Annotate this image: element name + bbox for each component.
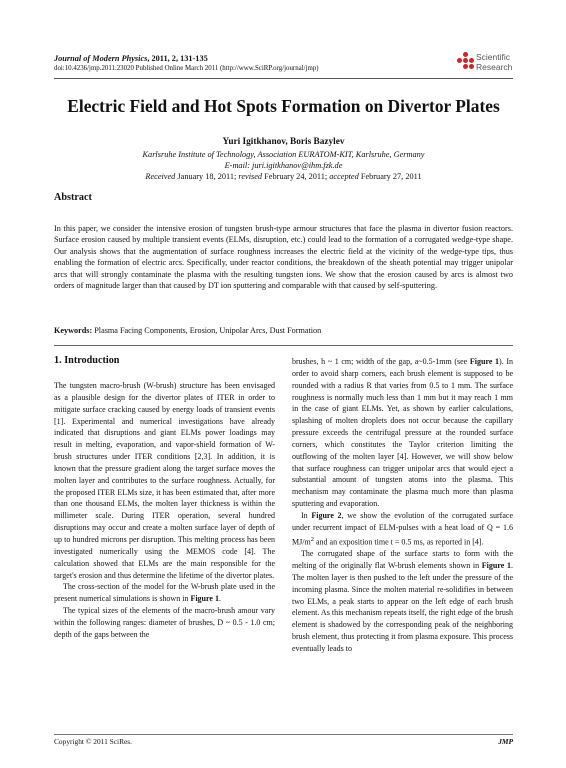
journal-header: [54, 54, 514, 73]
column-left: [54, 380, 275, 641]
logo-dots-icon: [457, 52, 475, 74]
abstract-heading: Abstract: [54, 192, 92, 203]
paper-title: Electric Field and Hot Spots Formation on Divertor Plates: [67, 96, 500, 116]
intro-heading: 1. Introduction: [54, 355, 120, 366]
figure-ref: Figure 1: [481, 561, 511, 570]
section-rule: [54, 345, 513, 346]
right-paragraph-3: The corrugated shape of the surface starts to form with the melting of the originally flat W-brush elements shown in Figure 1. The molten layer is then pushed to the left under the pressure of the incoming plasma. Since the molten material re-solidifies in between two ELMs, a peak starts to appear on the left edge of each brush element. As this mechanism repeats itself, the right edge of the brush element is shadowed by the corresponding peak of the neighboring brush element, thus protecting it from plasma exposure. This process eventually leads to: [292, 549, 513, 653]
copyright: Copyright © 2011 SciRes.: [54, 737, 133, 746]
affiliation: Karlsruhe Institute of Technology, Association EURATOM-KIT, Karlsruhe, Germany: [142, 150, 425, 159]
journal-citation: [54, 54, 514, 64]
right-paragraph-1: brushes, h ~ 1 cm; width of the gap, a~0.5-1mm (see Figure 1). In order to avoid sharp corners, each brush element is supposed to be rounded with a radius R that varies from 0.5 to 1 mm. The surface roughness is normally much less than 1 mm but it may reach 1 mm in the case of giant ELMs. Yet, as shown by earlier calculations, splashing of molten droplets does not occur because the capillary pressure exceeds the centrifugal pressure at the rounded surface corners, which constitutes the Taylor criterion limiting the outflowing of the molten layer [4]. However, we will show below that surface roughness can trigger unipolar arcs that would eject a substantial amount of tungsten atoms into the plasma. This mechanism may contaminate the plasma much more than plasma sputtering and evaporation.: [292, 357, 514, 509]
journal-name: Journal of Modern Physics: [54, 54, 148, 63]
journal-volume: , 2011, 2, 131-135: [147, 54, 208, 63]
keywords-text: Plasma Facing Components, Erosion, Unipolar Arcs, Dust Formation: [92, 326, 322, 335]
authors: Yuri Igitkhanov, Boris Bazylev: [222, 137, 345, 147]
figure-ref: Figure 1: [469, 357, 500, 366]
publisher-logo: [457, 50, 527, 76]
intro-paragraph-2: The cross-section of the model for the W-brush plate used in the present numerical simulations is shown in Figure 1.: [54, 582, 275, 604]
figure-ref: Figure 1: [190, 594, 219, 604]
keywords-label: Keywords:: [54, 326, 93, 335]
journal-abbr: JMP: [498, 737, 513, 746]
intro-paragraph-1: The tungsten macro-brush (W-brush) structure has been envisaged as a plausible design for the divertor plates of ITER in order to mitigate surface cracking caused by energy loads of transient events [1]. Experimental and numerical investigations have already indicated that disruptions and giant ELMs power loadings may result in melting, evaporation, and vapor-shield formation of W-brush structures under ITER conditions [2,3]. In addition, it is known that the pressure gradient along the target surface moves the molten layer and contributes to the surface roughness. Actually, for the proposed ITER ELMs size, it has been estimated that, after more than one thousand ELMs, the molten layer thickness is within the millimeter scale. During ITER operation, several hundred disruptions may occur and create a molten surface layer of depth of up to hundred microns per disruption. This melting process has been investigated numerically using the MEMOS code [4]. The calculation showed that ELMs are the main responsible for the target's erosion and thus determine the lifetime of the divertor plates.: [54, 381, 275, 580]
figure-ref: Figure 2: [311, 510, 342, 520]
doi-line: doi:10.4236/jmp.2011.23020 Published Online March 2011 (http://www.SciRP.org/journal/jmp): [54, 65, 319, 72]
email: E-mail: juri.igitkhanov@ihm.fzk.de: [224, 161, 343, 170]
intro-paragraph-3: The typical sizes of the elements of the macro-brush amour vary within the following ranges: diameter of brushes, D ~ 0.5 - 1.0 cm; depth of the gaps between the: [54, 606, 275, 639]
abstract-text: In this paper, we consider the intensive erosion of tungsten brush-type armour structures that face the plasma in divertor fusion reactors. Surface erosion caused by multiple transient events (ELMs, disruption, etc.) could lead to the formation of a corrugated wedge-type shape. Our analysis shows that the augmentation of surface roughness increases the electric field at the vicinity of the wedge-type tips, thus enabling the formation of electric arcs. Specifically, under reactor conditions, the breakdown of the sheath potential may trigger unipolar arcs that will strongly contaminate the plasma with the resulting tungsten ions. We show that the erosion caused by arcs is almost two orders of magnitude larger than that caused by DT ion sputtering and comparable with that caused by self-sputtering.: [54, 224, 513, 291]
footer-rule: [54, 734, 513, 735]
keywords: [54, 325, 513, 336]
column-right: [292, 356, 513, 655]
publisher-name: Scientific Research: [476, 52, 513, 72]
dates-line: Received January 18, 2011; revised February 24, 2011; accepted February 27, 2011: [145, 172, 422, 181]
header-rule: [54, 78, 513, 79]
right-paragraph-2: In Figure 2, we show the evolution of the corrugated surface under recurrent impact of ELM-pulses with a heat load of Q = 1.6 $MJ/m^2$ and an exposition time t = 0.5 ms, as reported in [4].: [292, 510, 513, 547]
